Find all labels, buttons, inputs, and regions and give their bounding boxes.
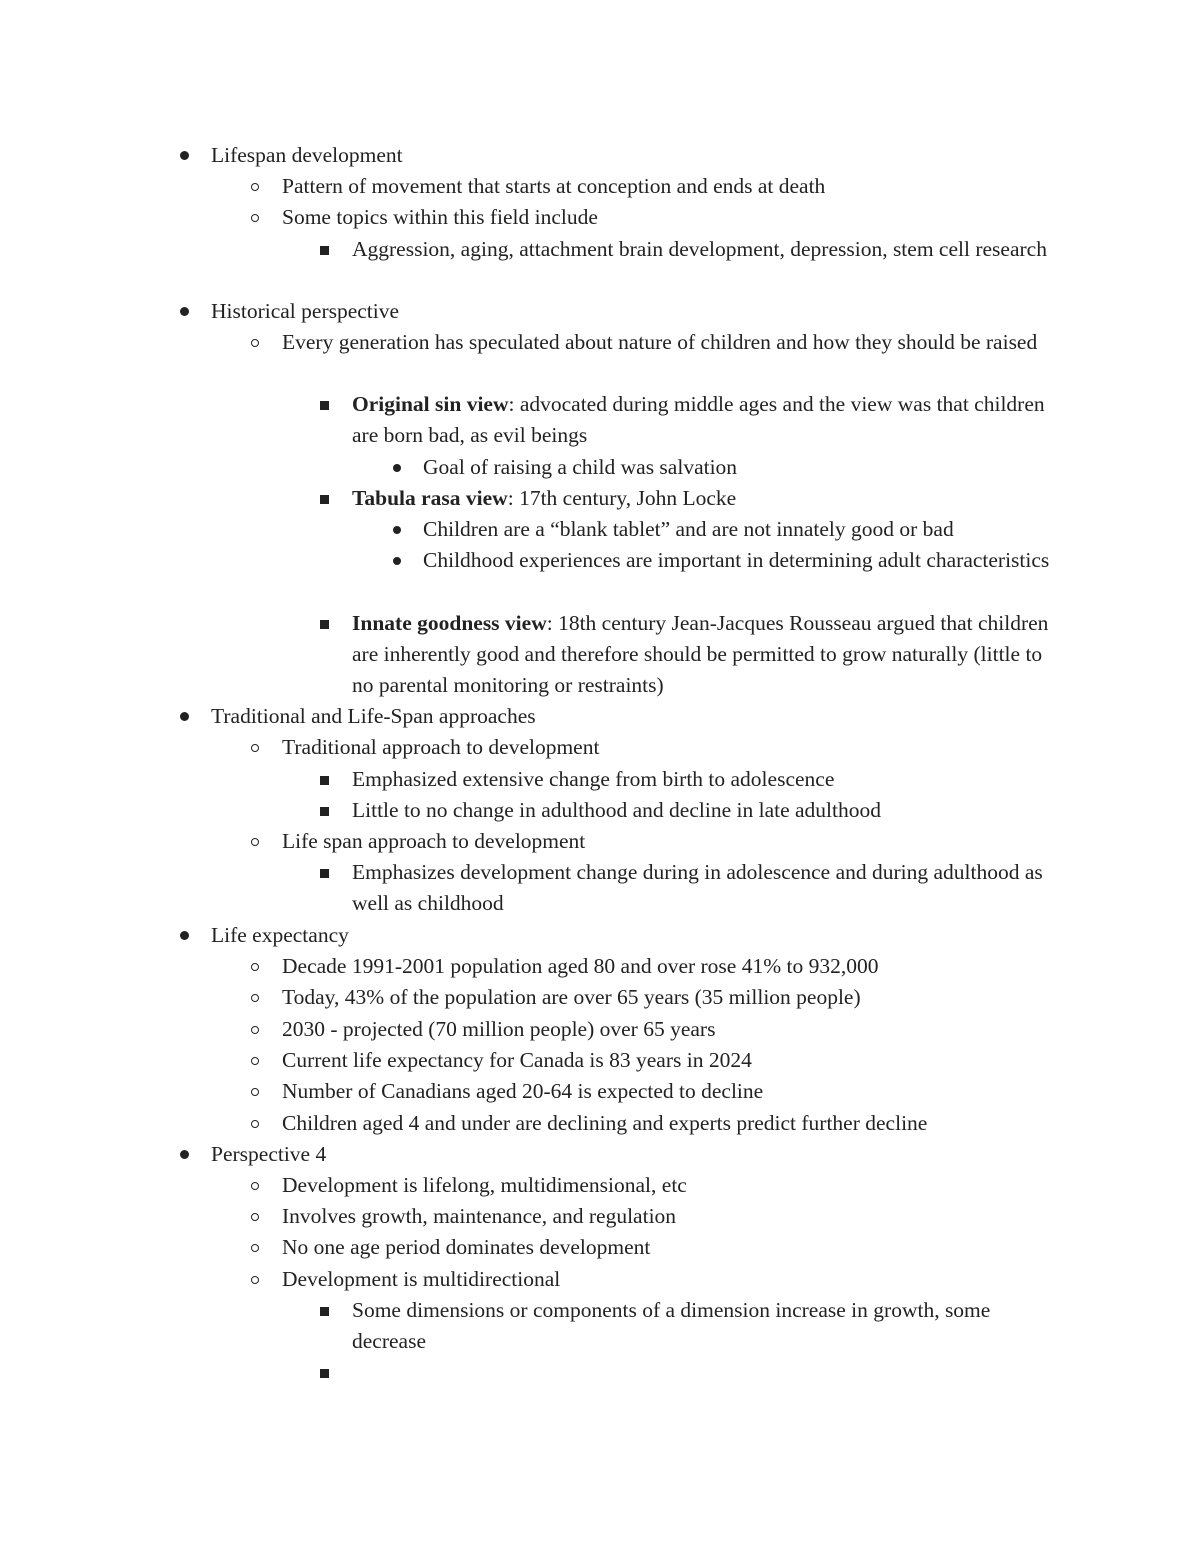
list-item-text: Children aged 4 and under are declining and experts predict further decline (282, 1111, 928, 1135)
square-bullet-icon (320, 1307, 329, 1316)
hollow-bullet-icon (251, 1276, 259, 1284)
hollow-bullet-icon (251, 339, 259, 347)
term-description: : advocated during middle ages and the view was that children are born bad, as evil beings (352, 392, 1045, 448)
list-item-text: Current life expectancy for Canada is 83 years in 2024 (282, 1048, 752, 1072)
list-item (282, 982, 1062, 1013)
list-item (423, 452, 1063, 483)
square-bullet-icon (320, 495, 329, 504)
list-item (352, 608, 1062, 702)
list-item (282, 1264, 1062, 1295)
list-item-text: Children are a “blank tablet” and are not innately good or bad (423, 517, 954, 541)
list-item-text: Little to no change in adulthood and decline in late adulthood (352, 798, 881, 822)
hollow-bullet-icon (251, 1057, 259, 1065)
hollow-bullet-icon (251, 1182, 259, 1190)
list-item (282, 951, 1062, 982)
square-bullet-icon (320, 1369, 329, 1378)
list-item (352, 483, 1062, 514)
heading-lifespan-development: Lifespan development (211, 143, 403, 167)
term-tabula-rasa-view: Tabula rasa view (352, 486, 508, 510)
list-item-text: Childhood experiences are important in determining adult characteristics (423, 548, 1050, 572)
heading-life-expectancy: Life expectancy (211, 923, 349, 947)
list-item-text: Number of Canadians aged 20-64 is expected to decline (282, 1079, 764, 1103)
list-item (282, 1076, 1062, 1107)
hollow-bullet-icon (251, 838, 259, 846)
bullet-icon (393, 464, 401, 472)
list-item-text: Some dimensions or components of a dimension increase in growth, some decrease (352, 1298, 991, 1354)
heading-traditional-life-span: Traditional and Life-Span approaches (211, 704, 536, 728)
list-item (211, 701, 1061, 732)
hollow-bullet-icon (251, 214, 259, 222)
square-bullet-icon (320, 807, 329, 816)
list-item-text: Emphasizes development change during in adolescence and during adulthood as well as childhood (352, 860, 1043, 916)
square-bullet-icon (320, 401, 329, 410)
list-item-text: Development is multidirectional (282, 1267, 561, 1291)
list-item-text: 2030 - projected (70 million people) over 65 years (282, 1017, 716, 1041)
list-item-text: Involves growth, maintenance, and regulation (282, 1204, 677, 1228)
list-item (282, 1014, 1062, 1045)
hollow-bullet-icon (251, 1244, 259, 1252)
list-item (282, 826, 1062, 857)
list-item (211, 296, 1061, 327)
list-item (282, 327, 1062, 358)
list-item (282, 1108, 1062, 1139)
list-item (423, 545, 1063, 576)
list-item (352, 795, 1062, 826)
list-item (282, 171, 1062, 202)
square-bullet-icon (320, 776, 329, 785)
list-item (352, 389, 1062, 451)
list-item (282, 1170, 1062, 1201)
list-item (352, 857, 1062, 919)
list-item-text: Every generation has speculated about nature of children and how they should be raised (282, 330, 1038, 354)
hollow-bullet-icon (251, 183, 259, 191)
hollow-bullet-icon (251, 744, 259, 752)
square-bullet-icon (320, 869, 329, 878)
list-item (282, 1232, 1062, 1263)
list-item (352, 234, 1062, 265)
list-item-text: Pattern of movement that starts at conception and ends at death (282, 174, 826, 198)
term-description: : 17th century, John Locke (507, 486, 737, 510)
list-item (352, 764, 1062, 795)
bullet-icon (180, 931, 189, 940)
list-item (423, 514, 1063, 545)
list-item-text: Traditional approach to development (282, 735, 600, 759)
bullet-icon (180, 307, 189, 316)
square-bullet-icon (320, 246, 329, 255)
hollow-bullet-icon (251, 994, 259, 1002)
list-item (282, 1201, 1062, 1232)
square-bullet-icon (320, 620, 329, 629)
bullet-icon (180, 712, 189, 721)
list-item (282, 732, 1062, 763)
list-item-text: Decade 1991-2001 population aged 80 and over rose 41% to 932,000 (282, 954, 879, 978)
hollow-bullet-icon (251, 1026, 259, 1034)
list-item-text: No one age period dominates development (282, 1235, 651, 1259)
bullet-icon (393, 526, 401, 534)
list-item (282, 202, 1062, 233)
term-innate-goodness-view: Innate goodness view (352, 611, 547, 635)
bullet-icon (393, 557, 401, 565)
hollow-bullet-icon (251, 1213, 259, 1221)
list-item-text: Goal of raising a child was salvation (423, 455, 738, 479)
list-item-text: Today, 43% of the population are over 65 years (35 million people) (282, 985, 861, 1009)
list-item (352, 1295, 1062, 1357)
list-item-text: Life span approach to development (282, 829, 586, 853)
list-item (282, 1045, 1062, 1076)
list-item (211, 920, 1061, 951)
bullet-icon (180, 151, 189, 160)
list-item (211, 1139, 1061, 1170)
hollow-bullet-icon (251, 1088, 259, 1096)
list-item-text: Some topics within this field include (282, 205, 598, 229)
heading-historical-perspective: Historical perspective (211, 299, 400, 323)
term-original-sin-view: Original sin view (352, 392, 509, 416)
bullet-icon (180, 1150, 189, 1159)
list-item (211, 140, 1061, 171)
heading-perspective-4: Perspective 4 (211, 1142, 327, 1166)
list-item-text: Aggression, aging, attachment brain development, depression, stem cell research (352, 237, 1047, 261)
hollow-bullet-icon (251, 963, 259, 971)
hollow-bullet-icon (251, 1120, 259, 1128)
term-description: : 18th century Jean-Jacques Rousseau argued that children are inherently good and therefore should be permitted to grow naturally (little to no parental monitoring or restraints) (352, 611, 1049, 698)
list-item-text: Development is lifelong, multidimensional, etc (282, 1173, 687, 1197)
list-item-text: Emphasized extensive change from birth to adolescence (352, 767, 835, 791)
